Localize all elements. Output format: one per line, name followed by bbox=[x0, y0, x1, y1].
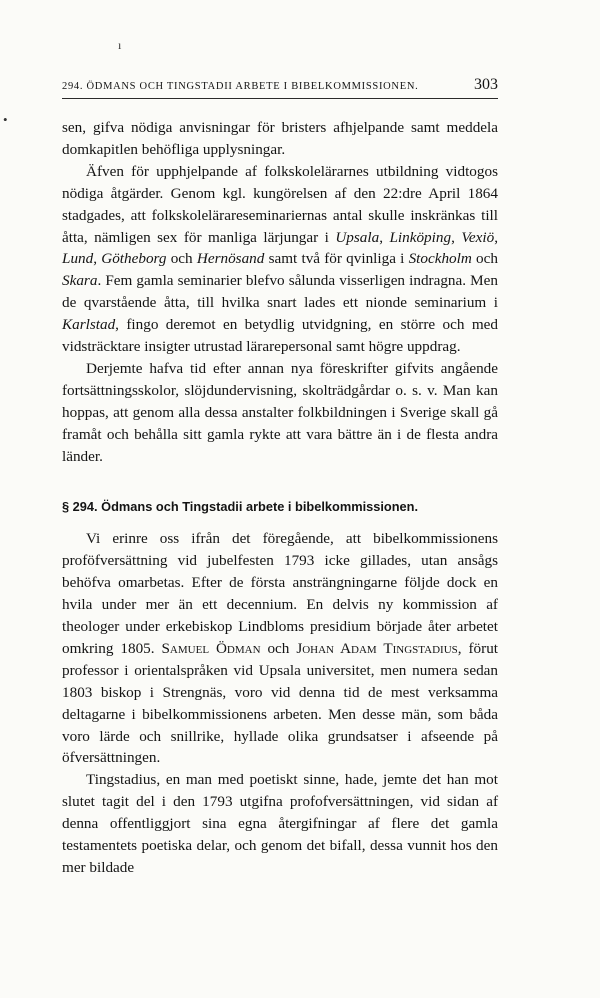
paragraph-3-text: Derjemte hafva tid efter annan nya föreskrifter gifvits angående fortsättningsskolor, slöjdundervisning, skolträdgårdar o. s. v. Man kan hoppas, att genom alla dessa anstalter folkbildningen i Sverige skall gå framåt och behålla sitt gamla rykte att vara bättre än i de flesta andra länder. bbox=[62, 359, 498, 465]
separator: , bbox=[93, 250, 102, 268]
margin-dot-mark: • bbox=[3, 112, 8, 127]
page-number: 303 bbox=[474, 76, 498, 93]
paragraph-4-text: Vi erinre oss ifrån det föregående, att bibelkommissionens proföfversättning vid jubelfesten 1793 icke gillades, utan ansågs behöfva omarbetas. Efter de första ansträngningarne följde dock en hvila under mer än ett decennium. En delvis ny kommission af theologer under erkebiskop Lindbloms presidium började åter arbetet omkring 1805. bbox=[62, 530, 498, 657]
paragraph-4-text: , förut professor i orientalspråken vid Upsala universitet, men numera sedan 1803 biskop i Strengnäs, voro vid denna tid de mest verksamma deltagarne i bibelkommissionens arbeten. Men desse män, som båda voro lärde och snillrike, hyllade olika grundsatser i afseende på öfversättningen. bbox=[62, 639, 499, 767]
paragraph-2-text: . Fem gamla seminarier blefvo sålunda visserligen indragna. Men de qvarstående åtta, till hvilka snart lades ett nionde seminarium i bbox=[62, 272, 498, 312]
section-heading: § 294. Ödmans och Tingstadii arbete i bibelkommissionen. bbox=[62, 498, 419, 514]
conjunction: och bbox=[471, 250, 498, 268]
place-skara: Skara bbox=[62, 272, 98, 290]
conjunction: och bbox=[260, 639, 297, 657]
paragraph-2-text: , fingo deremot en betydlig utvidgning, en större och med vidsträcktare insigter utrustad lärarepersonal samt högre uppdrag. bbox=[62, 316, 498, 356]
place-vexio: Vexiö bbox=[461, 228, 495, 246]
separator: , bbox=[494, 228, 498, 246]
paragraph-3 bbox=[62, 358, 498, 468]
body-text bbox=[62, 117, 498, 879]
paragraph-5 bbox=[62, 769, 498, 879]
paragraph-5-text: Tingstadius, en man med poetiskt sinne, hade, jemte det han mot slutet tagit del i den 1793 utgifna profofversättningen, vid sidan af denna offentliggjort sina egna återgifningar af flere det gamla testamentets poetiska delar, och genom det bifall, dessa vunnit hos den mer bildade bbox=[62, 771, 498, 876]
separator: , bbox=[451, 228, 462, 246]
paragraph-2-text: samt två för qvinliga i bbox=[264, 250, 409, 268]
place-karlstad: Karlstad bbox=[62, 316, 116, 334]
paragraph-4 bbox=[62, 528, 498, 769]
person-name-tingstadius: Johan Adam Tingstadius bbox=[296, 639, 458, 657]
place-stockholm: Stockholm bbox=[408, 250, 472, 268]
conjunction: och bbox=[166, 250, 197, 268]
paragraph-1-text: sen, gifva nödiga anvisningar för bristers afhjelpande samt meddela domkapitlen behöfliga upplysningar. bbox=[62, 119, 498, 158]
paragraph-1 bbox=[62, 117, 498, 161]
margin-tick-mark: ı bbox=[118, 38, 122, 52]
place-gotheborg: Götheborg bbox=[101, 250, 167, 268]
running-head: 294. ÖDMANS OCH TINGSTADII ARBETE I BIBELKOMMISSIONEN. bbox=[62, 81, 419, 92]
paragraph-2 bbox=[62, 161, 498, 358]
place-lund: Lund bbox=[62, 250, 94, 268]
separator: , bbox=[379, 228, 390, 246]
page-header bbox=[62, 76, 498, 99]
place-hernosand: Hernösand bbox=[196, 250, 265, 268]
person-name-odman: Samuel Ödman bbox=[161, 639, 261, 657]
place-upsala: Upsala bbox=[335, 228, 380, 246]
place-linkoping: Linköping bbox=[389, 228, 452, 246]
paragraph-2-text: Äfven för upphjelpande af folkskolelärarnes utbildning vidtogos nödiga åtgärder. Genom kgl. kungörelsen af den 22:dre April 1864 stadgades, att folkskolelärareseminariernas antal skulle inskränkas till åtta, nämligen sex för manliga lärjungar i bbox=[62, 162, 498, 246]
